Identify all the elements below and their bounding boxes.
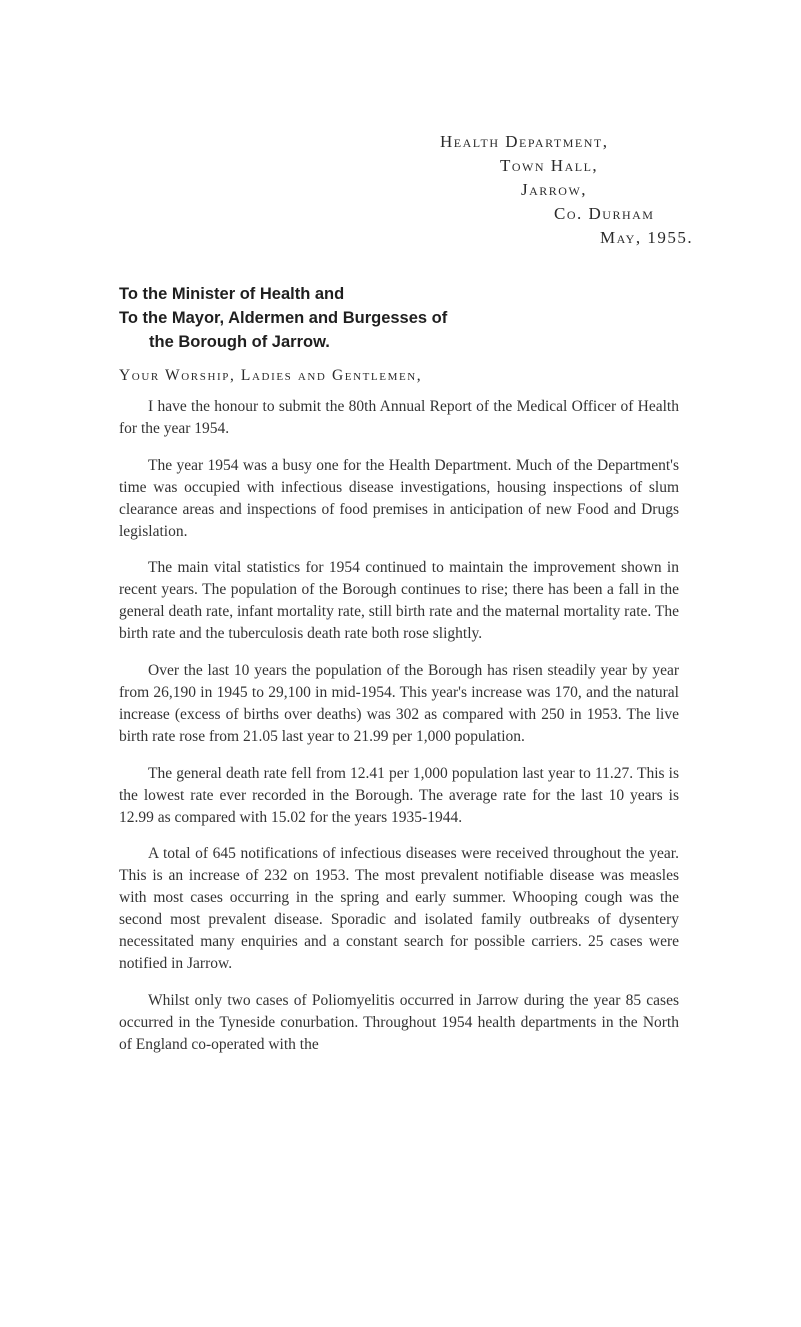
salutation: Your Worship, Ladies and Gentlemen, xyxy=(119,367,423,384)
addressee-line-borough: the Borough of Jarrow. xyxy=(149,333,330,351)
paragraph-population: Over the last 10 years the population of the Borough has risen steadily year by year from 26,190 in 1945 to 29,100 in mid-1954. This year's increase was 170, and the natural increase (excess of births over deaths) was 302 as compared with 250 in 1953. The live birth rate rose from 21.05 last year to 21.99 per 1,000 population. xyxy=(119,662,679,745)
address-town: Jarrow, xyxy=(521,180,588,199)
paragraph-death-rate: The general death rate fell from 12.41 per 1,000 population last year to 11.27. This is the lowest rate ever recorded in the Borough. The average rate for the last 10 years is 12.99 as compared with 15.02 for the years 1935-1944. xyxy=(119,764,679,826)
paragraph-intro: I have the honour to submit the 80th Annual Report of the Medical Officer of Health for the year 1954. xyxy=(119,398,679,437)
addressee-line-minister: To the Minister of Health and xyxy=(119,285,345,303)
addressee-block xyxy=(119,282,679,354)
address-county: Co. Durham xyxy=(554,204,655,223)
paragraph-vital-statistics: The main vital statistics for 1954 continued to maintain the improvement shown in recent years. The population of the Borough continues to rise; there has been a fall in the general death rate, infant mortality rate, still birth rate and the maternal mortality rate. The birth rate and the tuberculosis death rate both rose slightly. xyxy=(119,559,679,643)
paragraph-infectious-diseases: A total of 645 notifications of infectious diseases were received throughout the year. This is an increase of 232 on 1953. The most prevalent notifiable disease was measles with most cases occurring in the spring and early summer. Whooping cough was the second most prevalent disease. Sporadic and isolated family outbreaks of dysentery necessitated many enquiries and a constant search for possible carriers. 25 cases were notified in Jarrow. xyxy=(119,845,679,972)
letter-body xyxy=(119,396,679,1071)
address-building: Town Hall, xyxy=(500,156,599,175)
address-department: Health Department, xyxy=(440,132,609,151)
letter-date: May, 1955. xyxy=(600,228,694,247)
addressee-line-council: To the Mayor, Aldermen and Burgesses of xyxy=(119,309,448,327)
paragraph-busy-year: The year 1954 was a busy one for the Health Department. Much of the Department's time was occupied with infectious disease investigations, housing inspections of slum clearance areas and inspections of food premises in anticipation of new Food and Drugs legislation. xyxy=(119,456,679,540)
paragraph-poliomyelitis: Whilst only two cases of Poliomyelitis occurred in Jarrow during the year 85 cases occurred in the Tyneside conurbation. Throughout 1954 health departments in the North of England co-operated with the xyxy=(119,991,679,1053)
sender-address xyxy=(440,130,760,250)
